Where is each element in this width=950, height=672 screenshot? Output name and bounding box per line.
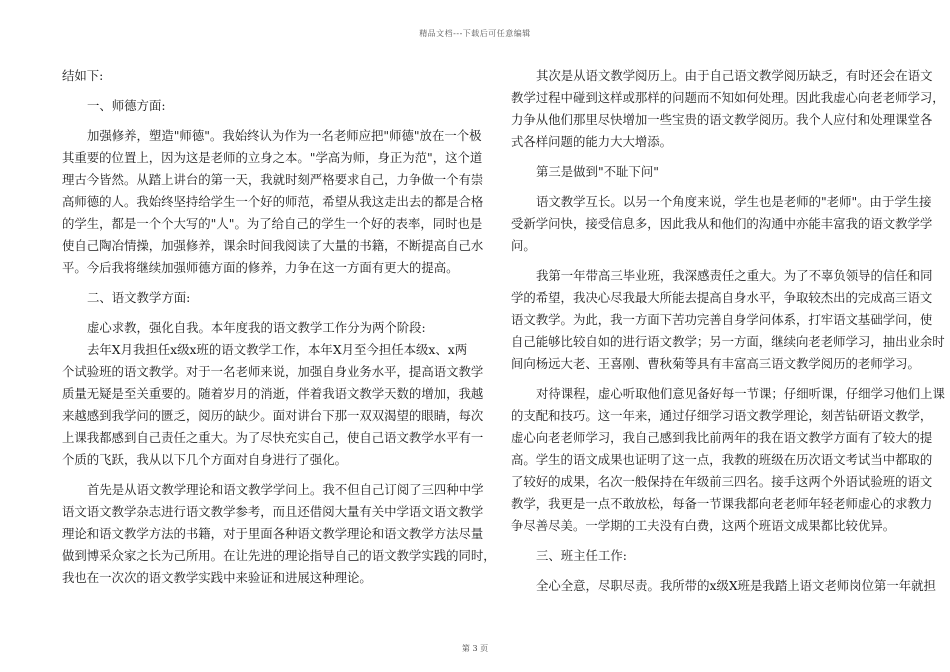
- text-line: 上课我都感到自己责任之重大。为了尽快充实自己，使自己语文教学水平有一: [62, 430, 484, 445]
- text-line: 对待课程，虚心听取他们意见备好每一节课；仔细听课，仔细学习他们上课: [536, 386, 945, 401]
- text-line: 质量无疑是至关重要的。随着岁月的消逝，伴着我语文教学天数的增加，我越: [62, 386, 484, 401]
- text-line: 语文教学互长。以另一个角度来说，学生也是老师的"老师"。由于学生接: [536, 194, 932, 209]
- text-line: 争尽善尽美。一学期的工夫没有白费，这两个班语文成果都比较优异。: [511, 518, 896, 533]
- text-line: 来越感到我学问的匮乏，阅历的缺少。面对讲台下那一双双渴望的眼睛，每次: [62, 408, 484, 423]
- text-line: 结如下:: [62, 68, 104, 83]
- left-column: [62, 65, 496, 589]
- text-line: 了较好的成果，名次一般保持在年级前三四名。接手这两个外语试验班的语文: [511, 474, 933, 489]
- text-line: 我第一年带高三毕业班，我深感责任之重大。为了不辜负领导的信任和同: [536, 268, 933, 283]
- text-line: 自己能够比较自如的进行语文教学；另一方面，继续向老老师学习，抽出业余时: [511, 334, 945, 349]
- text-line: 间向杨远大老、王喜刚、曹秋菊等具有丰富高三语文教学阅历的老师学习。: [511, 356, 920, 371]
- text-line: 平。今后我将继续加强师德方面的修养，力争在这一方面有更大的提高。: [62, 260, 459, 275]
- text-line: 力争从他们那里尽快增加一些宝贵的语文教学阅历。我个人应付和处理课堂各: [511, 112, 933, 127]
- text-line: 语文语文教学杂志进行语文教学参考，而且还借阅大量有关中学语文语文教学: [62, 504, 484, 519]
- page-header: 精品文档---下载后可任意编辑: [419, 29, 531, 38]
- text-line: 使自己陶冶情操，加强修养，课余时间我阅读了大量的书籍，不断提高自己水: [62, 238, 484, 253]
- text-line: 的支配和技巧。这一年来，通过仔细学习语文教学理论，刻苦钻研语文教学，: [511, 408, 933, 423]
- text-line: 全心全意，尽职尽责。我所带的x级X班是我踏上语文老师岗位第一年就担: [536, 578, 936, 593]
- text-line: 我也在一次次的语文教学实践中来验证和进展这种理论。: [62, 570, 372, 585]
- text-line: 去年X月我担任x级x班的语文教学工作，本年X月至今担任本级x、x两: [87, 342, 468, 357]
- text-line: 其重要的位置上，因为这是老师的立身之本。"学高为师，身正为范"，这个道: [62, 150, 483, 165]
- text-line: 的学生，都是一个个大写的"人"。为了给自己的学生一个好的表率，同时也是: [62, 216, 483, 231]
- text-line: 其次是从语文教学阅历上。由于自己语文教学阅历缺乏，有时还会在语文: [536, 68, 933, 83]
- text-line: 做到博采众家之长为己所用。在让先进的理论指导自己的语文教学实践的同时，: [62, 548, 496, 563]
- text-line: 受新学问快，接受信息多，因此我从和他们的沟通中亦能丰富我的语文教学学: [511, 216, 933, 231]
- text-line: 教学，我更是一点不敢放松，每备一节课我都向老老师年轻老师虚心的求教力: [511, 496, 933, 511]
- text-line: 高师德的人。我始终坚持给学生一个好的师范，希望从我这走出去的都是合格: [62, 194, 484, 209]
- text-line: 三、班主任工作:: [536, 548, 627, 563]
- text-line: 高。学生的语文成果也证明了这一点，我教的班级在历次语文考试当中都取的: [511, 452, 933, 467]
- page-number: 第 3 页: [461, 644, 489, 653]
- text-line: 加强修养，塑造"师德"。我始终认为作为一名老师应把"师德"放在一个极: [87, 128, 482, 143]
- text-line: 个质的飞跃，我从以下几个方面对自身进行了强化。: [62, 452, 347, 467]
- right-column: [511, 65, 945, 597]
- text-line: 虚心向老老师学习，我自己感到我比前两年的我在语文教学方面有了较大的提: [511, 430, 933, 445]
- text-line: 第三是做到"不耻下问": [536, 164, 659, 179]
- text-line: 二、语文教学方面:: [87, 290, 191, 305]
- text-line: 学的希望，我决心尽我最大所能去提高自身水平，争取较杰出的完成高三语文: [511, 290, 933, 305]
- text-line: 理古今皆然。从踏上讲台的第一天，我就时刻严格要求自己，力争做一个有崇: [62, 172, 484, 187]
- text-line: 教学过程中碰到这样或那样的问题而不知如何处理。因此我虚心向老老师学习，: [511, 90, 945, 105]
- text-line: 理论和语文教学方法的书籍，对于里面各种语文教学理论和语文教学方法尽量: [62, 526, 484, 541]
- text-line: 问。: [511, 238, 536, 253]
- text-line: 虚心求教，强化自我。本年度我的语文教学工作分为两个阶段:: [87, 320, 426, 335]
- text-line: 一、师德方面:: [87, 98, 166, 113]
- text-line: 语文教学。为此，我一方面下苦功完善自身学问体系，打牢语文基础学问，使: [511, 312, 933, 327]
- text-line: 个试验班的语文教学。对于一名老师来说，加强自身业务水平，提高语文教学: [62, 364, 484, 379]
- text-line: 首先是从语文教学理论和语文教学学问上。我不但自己订阅了三四种中学: [87, 482, 484, 497]
- text-line: 式各样问题的能力大大增添。: [511, 134, 673, 149]
